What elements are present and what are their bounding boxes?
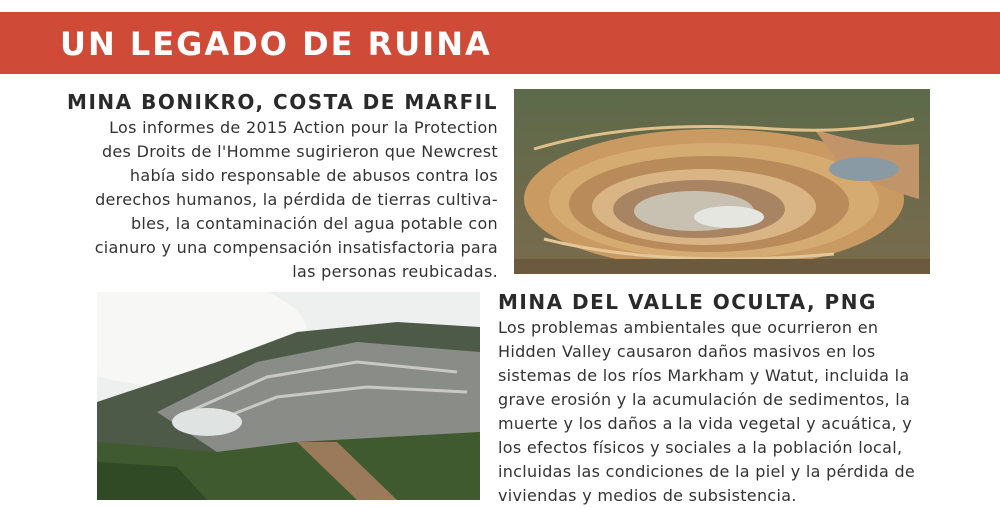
body-line: sistemas de los ríos Markham y Watut, incluida la (498, 366, 910, 385)
page-title: UN LEGADO DE RUINA (60, 25, 492, 63)
body-line: había sido responsable de abusos contra los (129, 166, 498, 185)
body-line: Los problemas ambientales que ocurrieron en (498, 318, 879, 337)
body-line: derechos humanos, la pérdida de tierras cultiva- (95, 190, 498, 209)
body-line: incluidas las condiciones de la piel y la pérdida de (498, 462, 916, 481)
body-line: bles, la contaminación del agua potable con (130, 214, 498, 233)
body-line: grave erosión y la acumulación de sedimentos, la (498, 390, 911, 409)
section-title-bonikro: MINA BONIKRO, COSTA DE MARFIL (67, 90, 498, 114)
section-body-hidden-valley (498, 316, 958, 508)
body-line: cianuro y una compensación insatisfactoria para (94, 238, 498, 257)
section-title-hidden-valley: MINA DEL VALLE OCULTA, PNG (498, 290, 877, 314)
body-line: Los informes de 2015 Action pour la Protection (109, 118, 498, 137)
body-line: des Droits de l'Homme sugirieron que Newcrest (101, 142, 498, 161)
body-line: viviendas y medios de subsistencia. (498, 486, 797, 505)
mountain-mine-clouds-photo (97, 292, 480, 500)
body-line: los efectos físicos y sociales a la población local, (498, 438, 903, 457)
title-banner (0, 12, 1000, 74)
open-pit-mine-aerial-photo (514, 89, 930, 274)
section-body-bonikro (66, 116, 498, 284)
body-line: muerte y los daños a la vida vegetal y acuática, y (498, 414, 913, 433)
body-line: las personas reubicadas. (292, 262, 498, 281)
body-line: Hidden Valley causaron daños masivos en los (498, 342, 876, 361)
